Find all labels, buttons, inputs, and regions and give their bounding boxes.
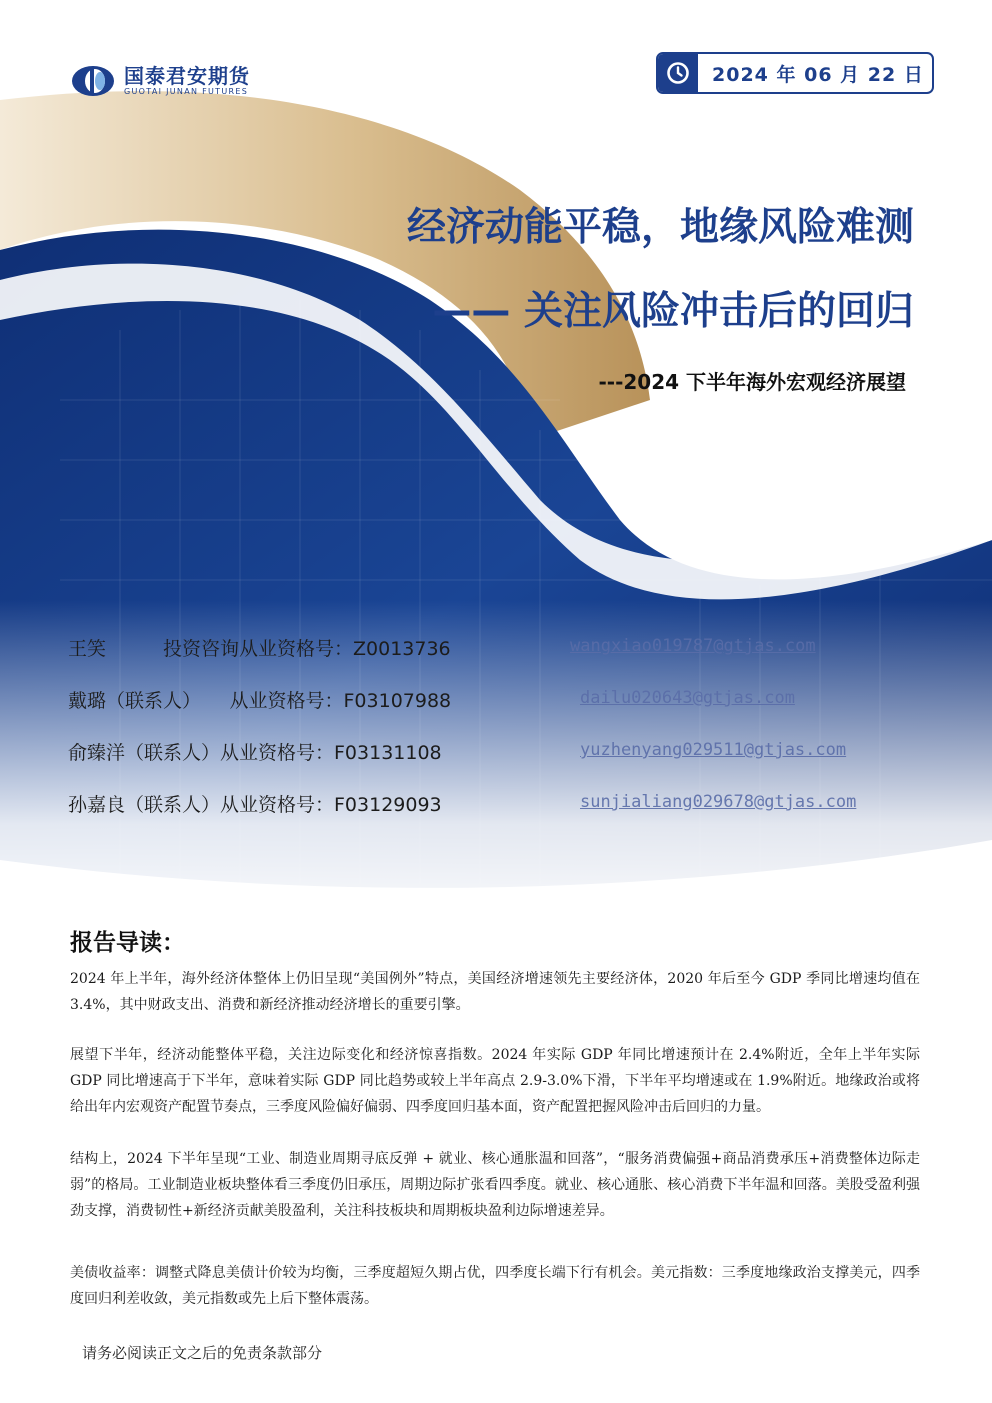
analyst-info: 王笑 投资咨询从业资格号：Z0013736 xyxy=(68,638,451,660)
report-subtitle: ---2024 下半年海外宏观经济展望 xyxy=(598,370,906,394)
guide-paragraph: 美债收益率：调整式降息美债计价较为均衡，三季度超短久期占优，四季度长端下行有机会。美元指数：三季度地缘政治支撑美元，四季度回归利差收敛，美元指数或先上后下整体震荡。 xyxy=(70,1265,920,1307)
report-title-line2: —— 关注风险冲击后的回归 xyxy=(432,289,914,334)
report-date-box xyxy=(656,52,934,94)
analyst-email-link[interactable]: yuzhenyang029511@gtjas.com xyxy=(580,740,847,760)
logo-mark-icon xyxy=(70,64,116,98)
disclaimer-note: 请务必阅读正文之后的免责条款部分 xyxy=(82,1344,323,1362)
analyst-info: 俞臻洋（联系人）从业资格号：F03131108 xyxy=(68,742,442,764)
logo-chinese-name: 国泰君安期货 xyxy=(124,64,250,88)
analyst-info: 戴璐（联系人） 从业资格号：F03107988 xyxy=(68,690,452,712)
logo-english-name: GUOTAI JUNAN FUTURES xyxy=(124,87,249,96)
company-logo xyxy=(70,64,250,98)
analyst-email-link[interactable]: sunjialiang029678@gtjas.com xyxy=(580,792,857,812)
clock-icon xyxy=(658,54,698,92)
analyst-info: 孙嘉良（联系人）从业资格号：F03129093 xyxy=(68,794,442,816)
guide-paragraph: 结构上，2024 下半年呈现“工业、制造业周期寻底反弹 + 就业、核心通胀温和回落”，“服务消费偏强+商品消费承压+消费整体边际走弱”的格局。工业制造业板块整体看三季度仍旧承压，周期边际扩张看四季度。就业、核心通胀、核心消费下半年温和回落。美股受盈利强劲支撑，消费韧性+新经济贡献美股盈利，关注科技板块和周期板块盈利边际增速差异。 xyxy=(70,1151,920,1219)
report-title-line1: 经济动能平稳，地缘风险难测 xyxy=(406,205,914,250)
guide-paragraph: 展望下半年，经济动能整体平稳，关注边际变化和经济惊喜指数。2024 年实际 GDP 年同比增速预计在 2.4%附近，全年上半年实际 GDP 同比增速高于下半年，意味着实际 GDP 同比趋势或较上半年高点 2.9-3.0%下滑，下半年平均增速或在 1.9%附近。地缘政治或将给出年内宏观资产配置节奏点，三季度风险偏好偏弱、四季度回归基本面，资产配置把握风险冲击后回归的力量。 xyxy=(70,1047,920,1115)
report-date: 2024 年 06 月 22 日 xyxy=(712,63,924,86)
analyst-email-link[interactable]: dailu020643@gtjas.com xyxy=(580,688,795,708)
analyst-email-link[interactable]: wangxiao019787@gtjas.com xyxy=(570,636,816,656)
report-guide-heading: 报告导读： xyxy=(70,930,185,956)
guide-paragraph: 2024 年上半年，海外经济体整体上仍旧呈现“美国例外”特点，美国经济增速领先主要经济体，2020 年后至今 GDP 季同比增速均值在 3.4%，其中财政支出、消费和新经济推动经济增长的重要引擎。 xyxy=(70,971,920,1013)
